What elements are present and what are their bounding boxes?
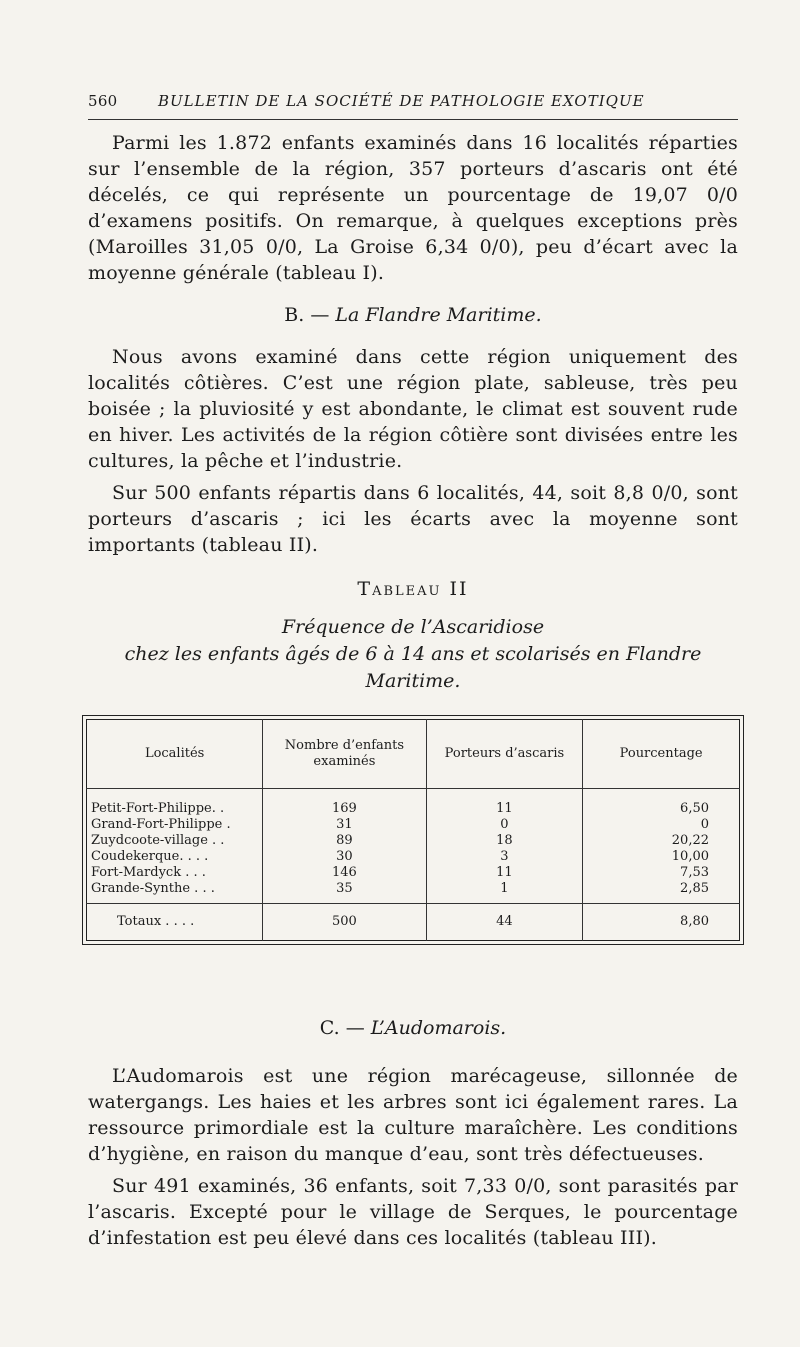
paragraph-3: Sur 500 enfants répartis dans 6 localités, 44, soit 8,8 0/0, sont porteurs d’ascaris ; ici les écarts avec la moyenne sont importants (tableau II). — [88, 482, 738, 556]
cell-carriers: 3 — [426, 849, 583, 865]
section-b-label: B. — — [284, 304, 330, 326]
cell-percentage: 2,85 — [583, 881, 740, 904]
col-header-pourcentage: Pourcentage — [583, 720, 740, 789]
cell-carriers: 1 — [426, 881, 583, 904]
table-total-row — [87, 904, 740, 941]
cell-locality: Grand-Fort-Philippe . — [91, 817, 231, 832]
paragraph-2: Nous avons examiné dans cette région uniquement des localités côtières. C’est une région plate, sableuse, très peu boisée ; la pluviosité y est abondante, le climat est souvent rude en hiver. Les activités de la région côtière sont divisées entre les cultures, la pêche et l’industrie. — [88, 346, 738, 472]
section-c-title: L’Audomarois. — [370, 1017, 507, 1039]
cell-percentage: 6,50 — [583, 789, 740, 818]
cell-count: 31 — [263, 817, 426, 833]
table-row — [87, 849, 740, 865]
cell-locality: Zuydcoote-village . . — [91, 833, 225, 848]
table-row — [87, 789, 740, 818]
table-frame — [82, 715, 744, 945]
paragraph-1: Parmi les 1.872 enfants examinés dans 16 localités réparties sur l’ensemble de la région, 357 porteurs d’ascaris ont été décelés, ce qui représente un pourcentage de 19,07 0/0 d’examens positifs. On remarque, à quelques exceptions près (Maroilles 31,05 0/0, La Groise 6,34 0/0), peu d’écart avec la moyenne générale (tableau I). — [88, 132, 738, 284]
cell-count: 146 — [263, 865, 426, 881]
total-percentage: 8,80 — [583, 904, 740, 941]
table-row — [87, 817, 740, 833]
cell-percentage: 7,53 — [583, 865, 740, 881]
cell-percentage: 0 — [583, 817, 740, 833]
col-header-nombre: Nombre d’enfants examinés — [263, 720, 426, 789]
cell-carriers: 0 — [426, 817, 583, 833]
cell-count: 169 — [263, 789, 426, 818]
document-page — [88, 92, 738, 1251]
table-row — [87, 865, 740, 881]
table-row — [87, 833, 740, 849]
total-carriers: 44 — [426, 904, 583, 941]
cell-locality: Petit-Fort-Philippe. . — [91, 801, 225, 816]
page-number: 560 — [88, 92, 118, 110]
col-header-porteurs: Porteurs d’ascaris — [426, 720, 583, 789]
col-header-localites: Localités — [87, 720, 263, 789]
caption-line-2: chez les enfants âgés de 6 à 14 ans et scolarisés en Flandre Maritime. — [124, 643, 702, 692]
caption-line-1: Fréquence de l’Ascaridiose — [281, 616, 545, 638]
cell-percentage: 10,00 — [583, 849, 740, 865]
table-header-row — [87, 720, 740, 789]
running-title: BULLETIN DE LA SOCIÉTÉ DE PATHOLOGIE EXOTIQUE — [158, 92, 645, 110]
cell-locality: Fort-Mardyck . . . — [91, 865, 206, 880]
cell-carriers: 11 — [426, 865, 583, 881]
total-label: Totaux . . . . — [87, 904, 263, 941]
cell-count: 30 — [263, 849, 426, 865]
running-header — [88, 92, 738, 110]
paragraph-4: L’Audomarois est une région marécageuse, sillonnée de watergangs. Les haies et les arbres sont ici également rares. La ressource primordiale est la culture maraîchère. Les conditions d’hygiène, en raison du manque d’eau, sont très défectueuses. — [88, 1065, 738, 1165]
section-c-heading — [88, 1017, 738, 1039]
section-b-heading — [88, 304, 738, 326]
cell-locality: Grande-Synthe . . . — [91, 881, 215, 896]
table-label: Tableau II — [357, 578, 469, 600]
section-c-label: C. — — [319, 1017, 365, 1039]
table-caption — [88, 614, 738, 695]
cell-percentage: 20,22 — [583, 833, 740, 849]
total-count: 500 — [263, 904, 426, 941]
table-row — [87, 881, 740, 904]
data-table — [86, 719, 740, 941]
section-b-title: La Flandre Maritime. — [335, 304, 542, 326]
cell-locality: Coudekerque. . . . — [91, 849, 209, 864]
cell-carriers: 18 — [426, 833, 583, 849]
cell-count: 35 — [263, 881, 426, 904]
cell-carriers: 11 — [426, 789, 583, 818]
cell-count: 89 — [263, 833, 426, 849]
header-rule — [88, 119, 738, 120]
paragraph-5: Sur 491 examinés, 36 enfants, soit 7,33 0/0, sont parasités par l’ascaris. Excepté pour le village de Serques, le pourcentage d’infestation est peu élevé dans ces localités (tableau III). — [88, 1175, 738, 1249]
